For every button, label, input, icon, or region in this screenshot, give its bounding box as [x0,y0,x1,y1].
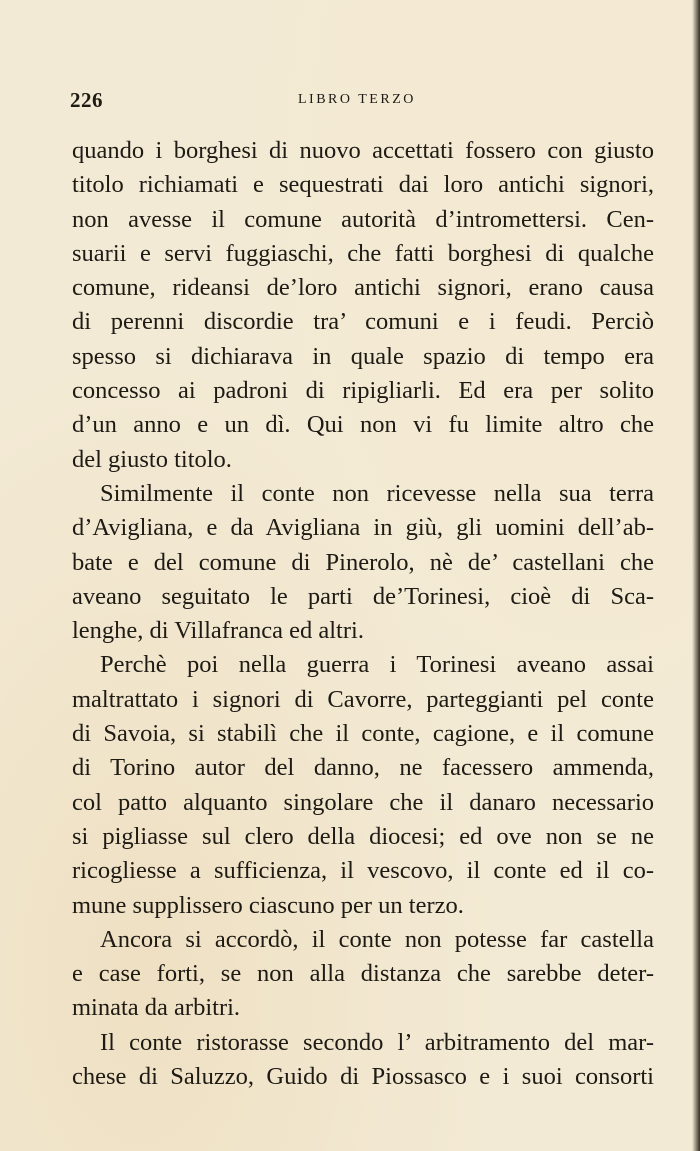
text-line: suarii e servi fuggiaschi, che fatti borghesi di qualche [72,239,654,267]
text-line: lenghe, di Villafranca ed altri. [72,617,364,645]
text-line: quando i borghesi di nuovo accettati fossero con giusto [72,137,654,164]
text-line: titolo richiamati e sequestrati dai loro antichi signori, [72,171,654,199]
text-line: di Savoia, si stabilì che il conte, cagione, e il comune [72,720,654,748]
text-line: col patto alquanto singolare che il danaro necessario [72,788,654,816]
page-number: 226 [70,88,103,112]
text-line: di Torino autor del danno, ne facessero ammenda, [72,754,654,782]
text-line: concesso ai padroni di ripigliarli. Ed era per solito [72,377,654,405]
text-line: ricogliesse a sufficienza, il vescovo, il conte ed il co- [72,857,654,885]
page-header [70,88,656,114]
text-line: chese di Saluzzo, Guido di Piossasco e i suoi consorti [72,1063,654,1091]
text-line: d’Avigliana, e da Avigliana in giù, gli uomini dell’ab- [72,514,654,542]
running-head: LIBRO TERZO [298,92,416,107]
text-line: comune, rideansi de’loro antichi signori, erano causa [72,274,654,302]
text-line: e case forti, se non alla distanza che sarebbe deter- [72,960,654,988]
text-line: Il conte ristorasse secondo l’ arbitramento del mar- [100,1028,654,1056]
text-line: Perchè poi nella guerra i Torinesi aveano assai [100,651,654,679]
text-line: mune supplissero ciascuno per un terzo. [72,891,464,919]
text-line: non avesse il comune autorità d’intromettersi. Cen- [72,205,654,233]
page-edge-shadow [692,0,700,1151]
text-line: maltrattato i signori di Cavorre, parteggianti pel conte [72,685,654,713]
text-line: spesso si dichiarava in quale spazio di tempo era [72,342,654,370]
text-line: d’un anno e un dì. Qui non vi fu limite altro che [72,411,654,439]
body-text [72,134,654,1094]
text-line: aveano seguitato le parti de’Torinesi, cioè di Sca- [72,582,654,610]
text-line: di perenni discordie tra’ comuni e i feudi. Perciò [72,308,654,336]
text-line: del giusto titolo. [72,445,232,473]
text-line: bate e del comune di Pinerolo, nè de’ castellani che [72,548,654,576]
text-line: Similmente il conte non ricevesse nella sua terra [100,479,654,507]
text-line: si pigliasse sul clero della diocesi; ed ove non se ne [72,822,654,850]
text-line: minata da arbitri. [72,994,241,1022]
text-line: Ancora si accordò, il conte non potesse far castella [100,925,654,953]
